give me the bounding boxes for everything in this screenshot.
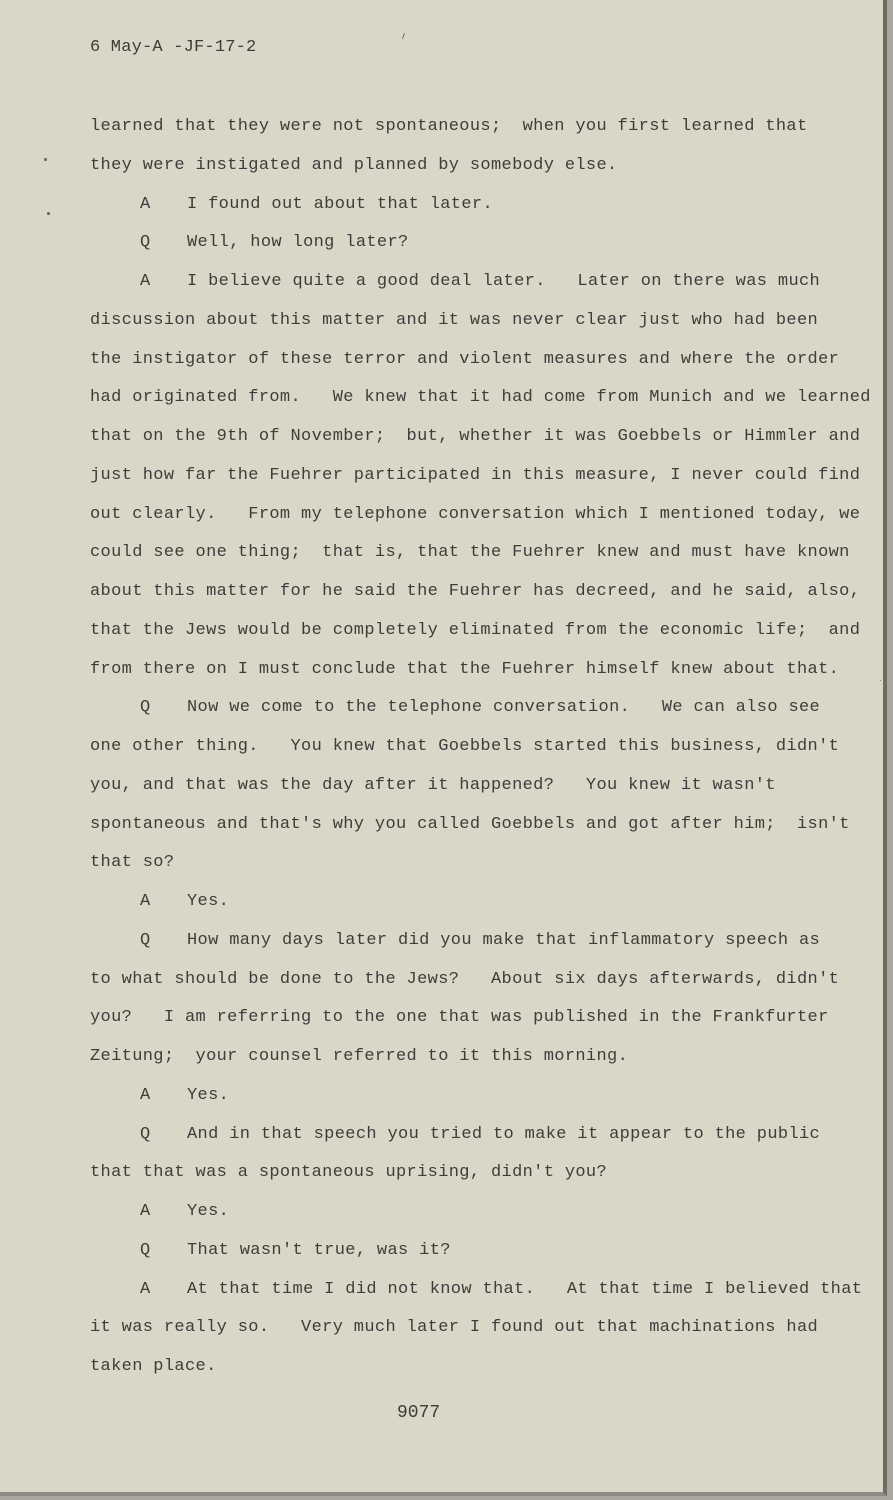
speaker-label: Q xyxy=(140,233,151,252)
transcript-line: I found out about that later. xyxy=(187,195,493,214)
transcript-line: Now we come to the telephone conversation. We can also see xyxy=(187,698,821,717)
speaker-label: Q xyxy=(140,698,151,717)
page-header: 6 May-A -JF-17-2 xyxy=(90,38,257,57)
transcript-line: you? I am referring to the one that was published in the Frankfurter xyxy=(90,1008,829,1027)
transcript-line: I believe quite a good deal later. Later on there was much xyxy=(187,272,821,291)
transcript-line: Well, how long later? xyxy=(187,233,409,252)
speaker-label: A xyxy=(140,892,151,911)
speaker-label: A xyxy=(140,1086,151,1105)
margin-mark xyxy=(44,158,47,161)
speaker-label: Q xyxy=(140,931,151,950)
margin-mark xyxy=(880,680,881,681)
transcript-line: they were instigated and planned by somebody else. xyxy=(90,156,618,175)
speaker-label: A xyxy=(140,1202,151,1221)
transcript-line: Yes. xyxy=(187,892,230,911)
transcript-line: At that time I did not know that. At that time I believed that xyxy=(187,1280,863,1299)
transcript-line: from there on I must conclude that the Fuehrer himself knew about that. xyxy=(90,660,840,679)
transcript-line: you, and that was the day after it happened? You knew it wasn't xyxy=(90,776,776,795)
transcript-line: just how far the Fuehrer participated in this measure, I never could find xyxy=(90,466,861,485)
transcript-line: to what should be done to the Jews? About six days afterwards, didn't xyxy=(90,970,840,989)
transcript-line: discussion about this matter and it was never clear just who had been xyxy=(90,311,819,330)
transcript-line: about this matter for he said the Fuehrer has decreed, and he said, also, xyxy=(90,582,861,601)
transcript-line: learned that they were not spontaneous; when you first learned that xyxy=(90,117,808,136)
transcript-line: that so? xyxy=(90,853,175,872)
transcript-line: that that was a spontaneous uprising, didn't you? xyxy=(90,1163,608,1182)
transcript-line: How many days later did you make that inflammatory speech as xyxy=(187,931,821,950)
transcript-line: could see one thing; that is, that the Fuehrer knew and must have known xyxy=(90,543,850,562)
transcript-line: Yes. xyxy=(187,1202,230,1221)
transcript-line: had originated from. We knew that it had come from Munich and we learned xyxy=(90,388,871,407)
speaker-label: Q xyxy=(140,1241,151,1260)
transcript-line: one other thing. You knew that Goebbels started this business, didn't xyxy=(90,737,840,756)
transcript-line: it was really so. Very much later I found out that machinations had xyxy=(90,1318,819,1337)
transcript-line: That wasn't true, was it? xyxy=(187,1241,451,1260)
transcript-line: Yes. xyxy=(187,1086,230,1105)
transcript-line: Zeitung; your counsel referred to it this morning. xyxy=(90,1047,629,1066)
transcript-line: that the Jews would be completely eliminated from the economic life; and xyxy=(90,621,861,640)
transcript-line: the instigator of these terror and violent measures and where the order xyxy=(90,350,840,369)
transcript-line: that on the 9th of November; but, whether it was Goebbels or Himmler and xyxy=(90,427,861,446)
margin-mark xyxy=(402,33,405,39)
transcript-line: spontaneous and that's why you called Goebbels and got after him; isn't xyxy=(90,815,850,834)
transcript-line: And in that speech you tried to make it appear to the public xyxy=(187,1125,821,1144)
speaker-label: Q xyxy=(140,1125,151,1144)
page-number: 9077 xyxy=(397,1403,441,1423)
speaker-label: A xyxy=(140,1280,151,1299)
transcript-line: taken place. xyxy=(90,1357,217,1376)
transcript-line: out clearly. From my telephone conversation which I mentioned today, we xyxy=(90,505,861,524)
speaker-label: A xyxy=(140,272,151,291)
margin-mark xyxy=(47,212,50,215)
speaker-label: A xyxy=(140,195,151,214)
